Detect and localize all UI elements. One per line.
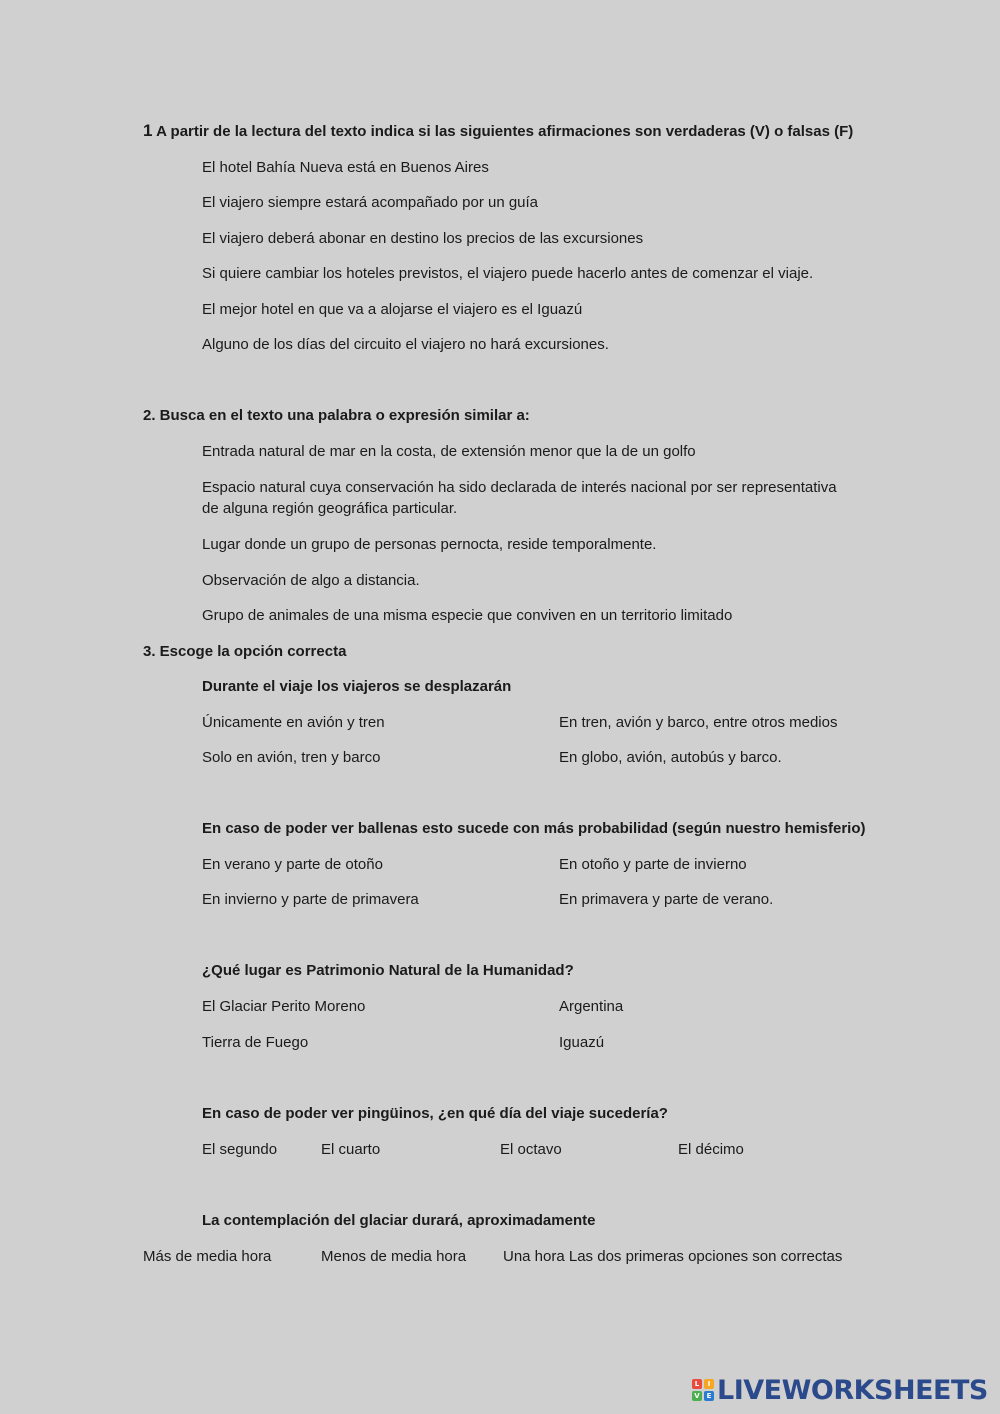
s1-item-4: Si quiere cambiar los hoteles previstos, el viajero puede hacerlo antes de comenzar el viaje.	[202, 265, 814, 282]
s2-item-2: Espacio natural cuya conservación ha sido declarada de interés nacional por ser representativa de alguna región geográfica particular.	[202, 479, 837, 517]
section-3-title: 3. Escoge la opción correcta	[143, 643, 347, 660]
q5-option-c[interactable]: Una hora Las dos primeras opciones son correctas	[503, 1248, 843, 1265]
section-1-heading	[143, 122, 853, 141]
q4-question: En caso de poder ver pingüinos, ¿en qué día del viaje sucedería?	[202, 1105, 668, 1122]
s1-item-2: El viajero siempre estará acompañado por un guía	[202, 194, 539, 211]
logo-badge-i: I	[704, 1379, 714, 1389]
q1-question: Durante el viaje los viajeros se desplazarán	[202, 678, 512, 695]
liveworksheets-logo	[692, 1375, 988, 1405]
q1-option-a[interactable]: Únicamente en avión y tren	[202, 714, 385, 731]
s1-item-1: El hotel Bahía Nueva está en Buenos Aires	[202, 159, 489, 176]
s2-item-5: Grupo de animales de una misma especie que conviven en un territorio limitado	[202, 607, 733, 624]
q4-option-b[interactable]: El cuarto	[321, 1141, 381, 1158]
logo-badge-v: V	[692, 1391, 702, 1401]
q2-option-d[interactable]: En primavera y parte de verano.	[559, 891, 774, 908]
s1-item-6: Alguno de los días del circuito el viajero no hará excursiones.	[202, 336, 609, 353]
q3-option-d[interactable]: Iguazú	[559, 1034, 605, 1051]
s2-item-1: Entrada natural de mar en la costa, de extensión menor que la de un golfo	[202, 443, 696, 460]
q2-option-a[interactable]: En verano y parte de otoño	[202, 856, 383, 873]
q5-option-b[interactable]: Menos de media hora	[321, 1248, 467, 1265]
s1-item-3: El viajero deberá abonar en destino los precios de las excursiones	[202, 230, 644, 247]
q2-option-b[interactable]: En otoño y parte de invierno	[559, 856, 747, 873]
section-1-title: A partir de la lectura del texto indica si las siguientes afirmaciones son verdaderas (V) o falsas (F)	[156, 123, 854, 140]
q3-option-b[interactable]: Argentina	[559, 998, 624, 1015]
q3-option-a[interactable]: El Glaciar Perito Moreno	[202, 998, 366, 1015]
q1-option-c[interactable]: Solo en avión, tren y barco	[202, 749, 381, 766]
q4-option-c[interactable]: El octavo	[500, 1141, 562, 1158]
section-2-title: 2. Busca en el texto una palabra o expresión similar a:	[143, 407, 530, 424]
logo-text: LIVEWORKSHEETS	[717, 1374, 988, 1406]
q4-option-d[interactable]: El décimo	[678, 1141, 744, 1158]
q5-question: La contemplación del glaciar durará, aproximadamente	[202, 1212, 596, 1229]
q4-option-a[interactable]: El segundo	[202, 1141, 278, 1158]
s1-item-5: El mejor hotel en que va a alojarse el viajero es el Iguazú	[202, 301, 583, 318]
q2-option-c[interactable]: En invierno y parte de primavera	[202, 891, 419, 908]
s2-item-4: Observación de algo a distancia.	[202, 572, 420, 589]
logo-badge-l: L	[692, 1379, 702, 1389]
logo-badge-icon	[692, 1379, 714, 1401]
s2-item-3: Lugar donde un grupo de personas pernocta, reside temporalmente.	[202, 536, 657, 553]
section-1-number: 1	[143, 121, 153, 140]
q3-option-c[interactable]: Tierra de Fuego	[202, 1034, 309, 1051]
logo-badge-e: E	[704, 1391, 714, 1401]
q1-option-b[interactable]: En tren, avión y barco, entre otros medios	[559, 714, 838, 731]
q3-question: ¿Qué lugar es Patrimonio Natural de la Humanidad?	[202, 962, 574, 979]
q2-question: En caso de poder ver ballenas esto sucede con más probabilidad (según nuestro hemisferio)	[202, 820, 866, 837]
q1-option-d[interactable]: En globo, avión, autobús y barco.	[559, 749, 782, 766]
q5-option-a[interactable]: Más de media hora	[143, 1248, 272, 1265]
